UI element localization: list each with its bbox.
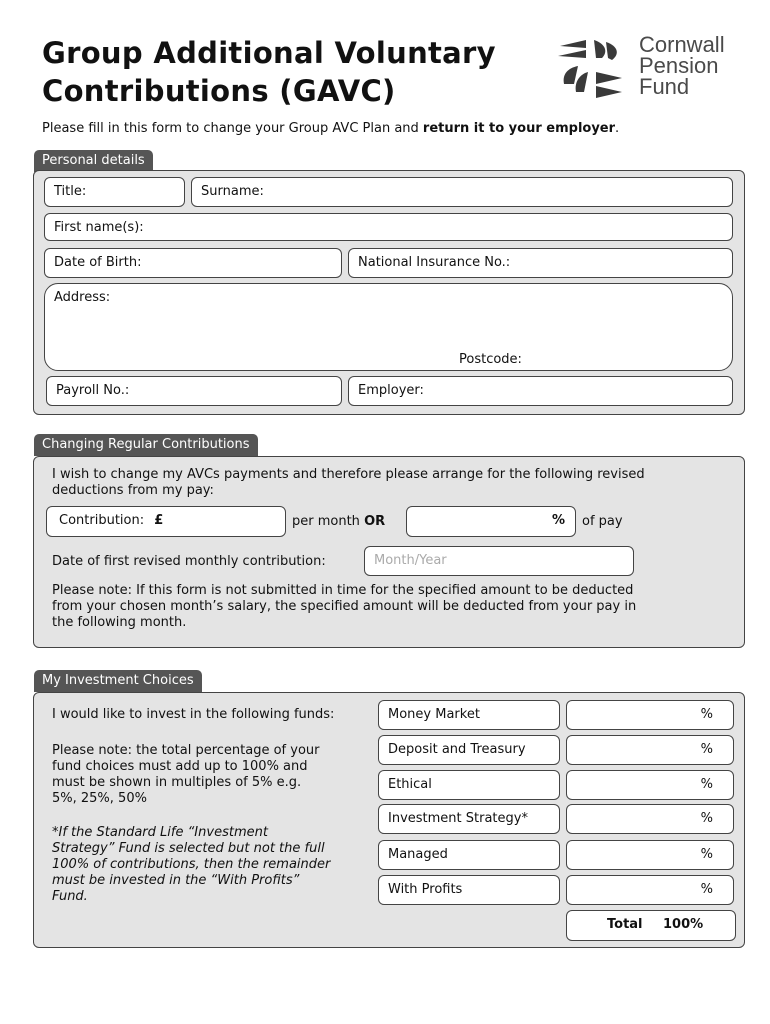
date-revised-label: Date of first revised monthly contribution:: [52, 554, 326, 569]
fund-percent-money-market[interactable]: %: [566, 700, 734, 730]
contribution-percent-field[interactable]: %: [406, 506, 576, 537]
per-month-label: per month OR: [292, 514, 386, 529]
first-name-field[interactable]: First name(s):: [44, 213, 733, 241]
title-field[interactable]: Title:: [44, 177, 185, 207]
fund-name-managed: Managed: [378, 840, 560, 870]
cornwall-pension-fund-logo-icon: [556, 38, 630, 102]
surname-field[interactable]: Surname:: [191, 177, 733, 207]
fund-name-money-market: Money Market: [378, 700, 560, 730]
page-title: Group Additional Voluntary Contributions (GAVC): [42, 36, 496, 108]
fund-name-investment-strategy: Investment Strategy*: [378, 804, 560, 834]
fund-name-ethical: Ethical: [378, 770, 560, 800]
invest-note: Please note: the total percentage of your fund choices must add up to 100% and must be shown in multiples of 5% e.g. 5%, 25%, 50%: [52, 743, 320, 806]
fund-percent-deposit-and-treasury[interactable]: %: [566, 735, 734, 765]
postcode-label: Postcode:: [459, 352, 522, 367]
logo-text: Cornwall Pension Fund: [639, 32, 725, 99]
fund-percent-ethical[interactable]: %: [566, 770, 734, 800]
contributions-tab: Changing Regular Contributions: [34, 434, 258, 456]
fund-name-deposit-and-treasury: Deposit and Treasury: [378, 735, 560, 765]
employer-field[interactable]: Employer:: [348, 376, 733, 406]
payroll-number-field[interactable]: Payroll No.:: [46, 376, 342, 406]
personal-details-tab: Personal details: [34, 150, 153, 172]
investment-choices-tab: My Investment Choices: [34, 670, 202, 692]
fund-name-with-profits: With Profits: [378, 875, 560, 905]
total-percent-field: Total 100%: [566, 910, 736, 941]
invest-intro: I would like to invest in the following funds:: [52, 707, 335, 722]
intro-text: Please fill in this form to change your Group AVC Plan and return it to your employer.: [42, 121, 620, 136]
of-pay-label: of pay: [582, 514, 623, 529]
date-of-birth-field[interactable]: Date of Birth:: [44, 248, 342, 278]
contributions-note: Please note: If this form is not submitted in time for the specified amount to be deducted from your chosen month’s salary, the specified amount will be deducted from your pay in the following month.: [52, 583, 637, 630]
date-revised-input[interactable]: Month/Year: [364, 546, 634, 576]
investment-strategy-footnote: *If the Standard Life “Investment Strategy” Fund is selected but not the full 100% of contributions, then the remainder must be invested in the “With Profits” Fund.: [52, 825, 331, 904]
fund-percent-managed[interactable]: %: [566, 840, 734, 870]
national-insurance-field[interactable]: National Insurance No.:: [348, 248, 733, 278]
contribution-amount-field[interactable]: Contribution: £: [46, 506, 286, 537]
fund-percent-with-profits[interactable]: %: [566, 875, 734, 905]
contributions-instruction: I wish to change my AVCs payments and therefore please arrange for the following revised deductions from my pay:: [52, 467, 645, 498]
fund-percent-investment-strategy[interactable]: %: [566, 804, 734, 834]
address-field[interactable]: Address: Postcode:: [44, 283, 733, 371]
